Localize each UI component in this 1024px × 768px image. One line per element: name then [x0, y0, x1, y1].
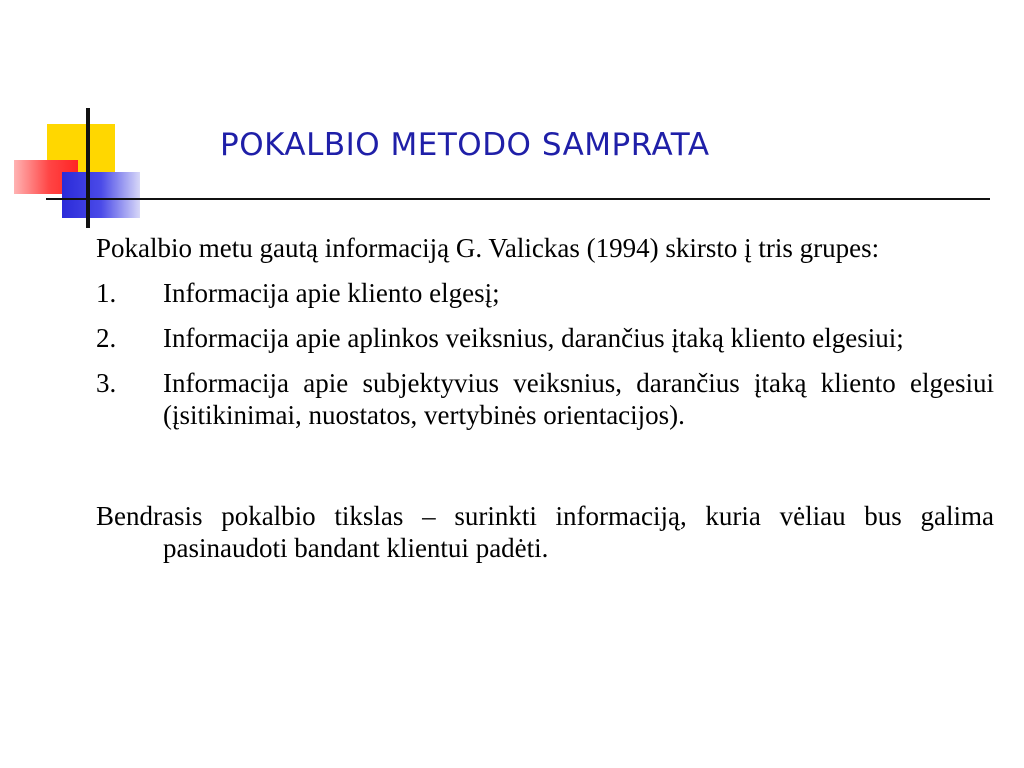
blue-square: [62, 172, 140, 218]
slide-body: [96, 232, 994, 577]
slide-title: POKALBIO METODO SAMPRATA: [220, 127, 710, 163]
spacer: [96, 444, 994, 500]
list-text: Informacija apie aplinkos veiksnius, darančius įtaką kliento elgesiui;: [163, 323, 904, 353]
title-underline: [46, 198, 990, 200]
list-text: Informacija apie subjektyvius veiksnius, darančius įtaką kliento elgesiui (įsitikinimai, nuostatos, vertybinės orientacijos).: [163, 368, 994, 430]
summary-paragraph: Bendrasis pokalbio tikslas – surinkti informaciją, kuria vėliau bus galima pasinaudoti bandant klientui padėti.: [96, 501, 994, 563]
vertical-rule: [86, 108, 90, 228]
list-item: [96, 367, 994, 431]
slide-decoration: [0, 0, 140, 240]
list-item: [96, 322, 994, 354]
intro-paragraph: Pokalbio metu gautą informaciją G. Valickas (1994) skirsto į tris grupes:: [96, 233, 880, 263]
list-item: [96, 277, 994, 309]
list-number: 3.: [96, 368, 117, 398]
list-number: 1.: [96, 278, 117, 308]
list-number: 2.: [96, 323, 117, 353]
list-text: Informacija apie kliento elgesį;: [163, 278, 500, 308]
